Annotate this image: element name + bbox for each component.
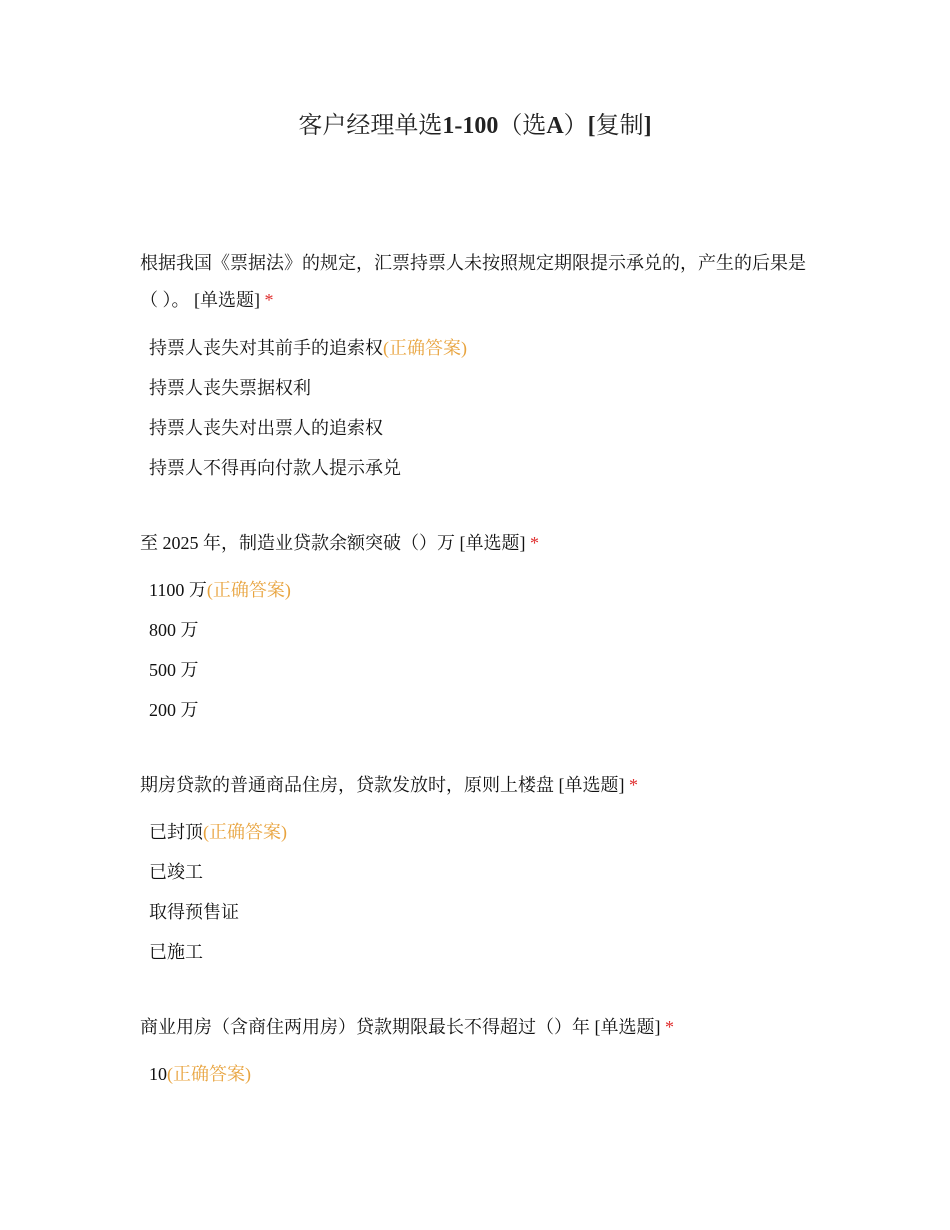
option-item[interactable]: 10(正确答案): [149, 1064, 251, 1084]
option-item[interactable]: 持票人不得再向付款人提示承兑: [149, 458, 401, 478]
option-item[interactable]: 200 万: [149, 700, 199, 720]
required-mark: *: [264, 290, 274, 310]
question-text: 至 2025 年，制造业贷款余额突破（）万 [单选题] *: [140, 533, 539, 553]
required-mark: *: [629, 775, 638, 795]
correct-answer-mark: (正确答案): [203, 822, 287, 842]
option-item[interactable]: 取得预售证: [149, 902, 239, 922]
question-text: 商业用房（含商住两用房）贷款期限最长不得超过（）年 [单选题] *: [140, 1017, 674, 1037]
correct-answer-mark: (正确答案): [383, 338, 467, 358]
correct-answer-mark: (正确答案): [167, 1064, 251, 1084]
option-item[interactable]: 已封顶(正确答案): [149, 822, 287, 842]
option-item[interactable]: 已施工: [149, 942, 203, 962]
correct-answer-mark: (正确答案): [206, 580, 291, 600]
required-mark: *: [530, 533, 539, 553]
required-mark: *: [665, 1017, 674, 1037]
option-item[interactable]: 500 万: [149, 660, 199, 680]
option-item[interactable]: 1100 万(正确答案): [149, 580, 291, 600]
question-text: 根据我国《票据法》的规定，汇票持票人未按照规定期限提示承兑的，产生的后果是（ ）。 [单选题] *: [140, 253, 806, 310]
option-item[interactable]: 持票人丧失对出票人的追索权: [149, 418, 383, 438]
question-text: 期房贷款的普通商品住房，贷款发放时，原则上楼盘 [单选题] *: [140, 775, 638, 795]
option-item[interactable]: 800 万: [149, 620, 199, 640]
option-item[interactable]: 已竣工: [149, 862, 203, 882]
page-title: 客户经理单选1-100（选A）[复制]: [298, 113, 652, 139]
option-item[interactable]: 持票人丧失对其前手的追索权(正确答案): [149, 338, 467, 358]
option-item[interactable]: 持票人丧失票据权利: [149, 378, 311, 398]
